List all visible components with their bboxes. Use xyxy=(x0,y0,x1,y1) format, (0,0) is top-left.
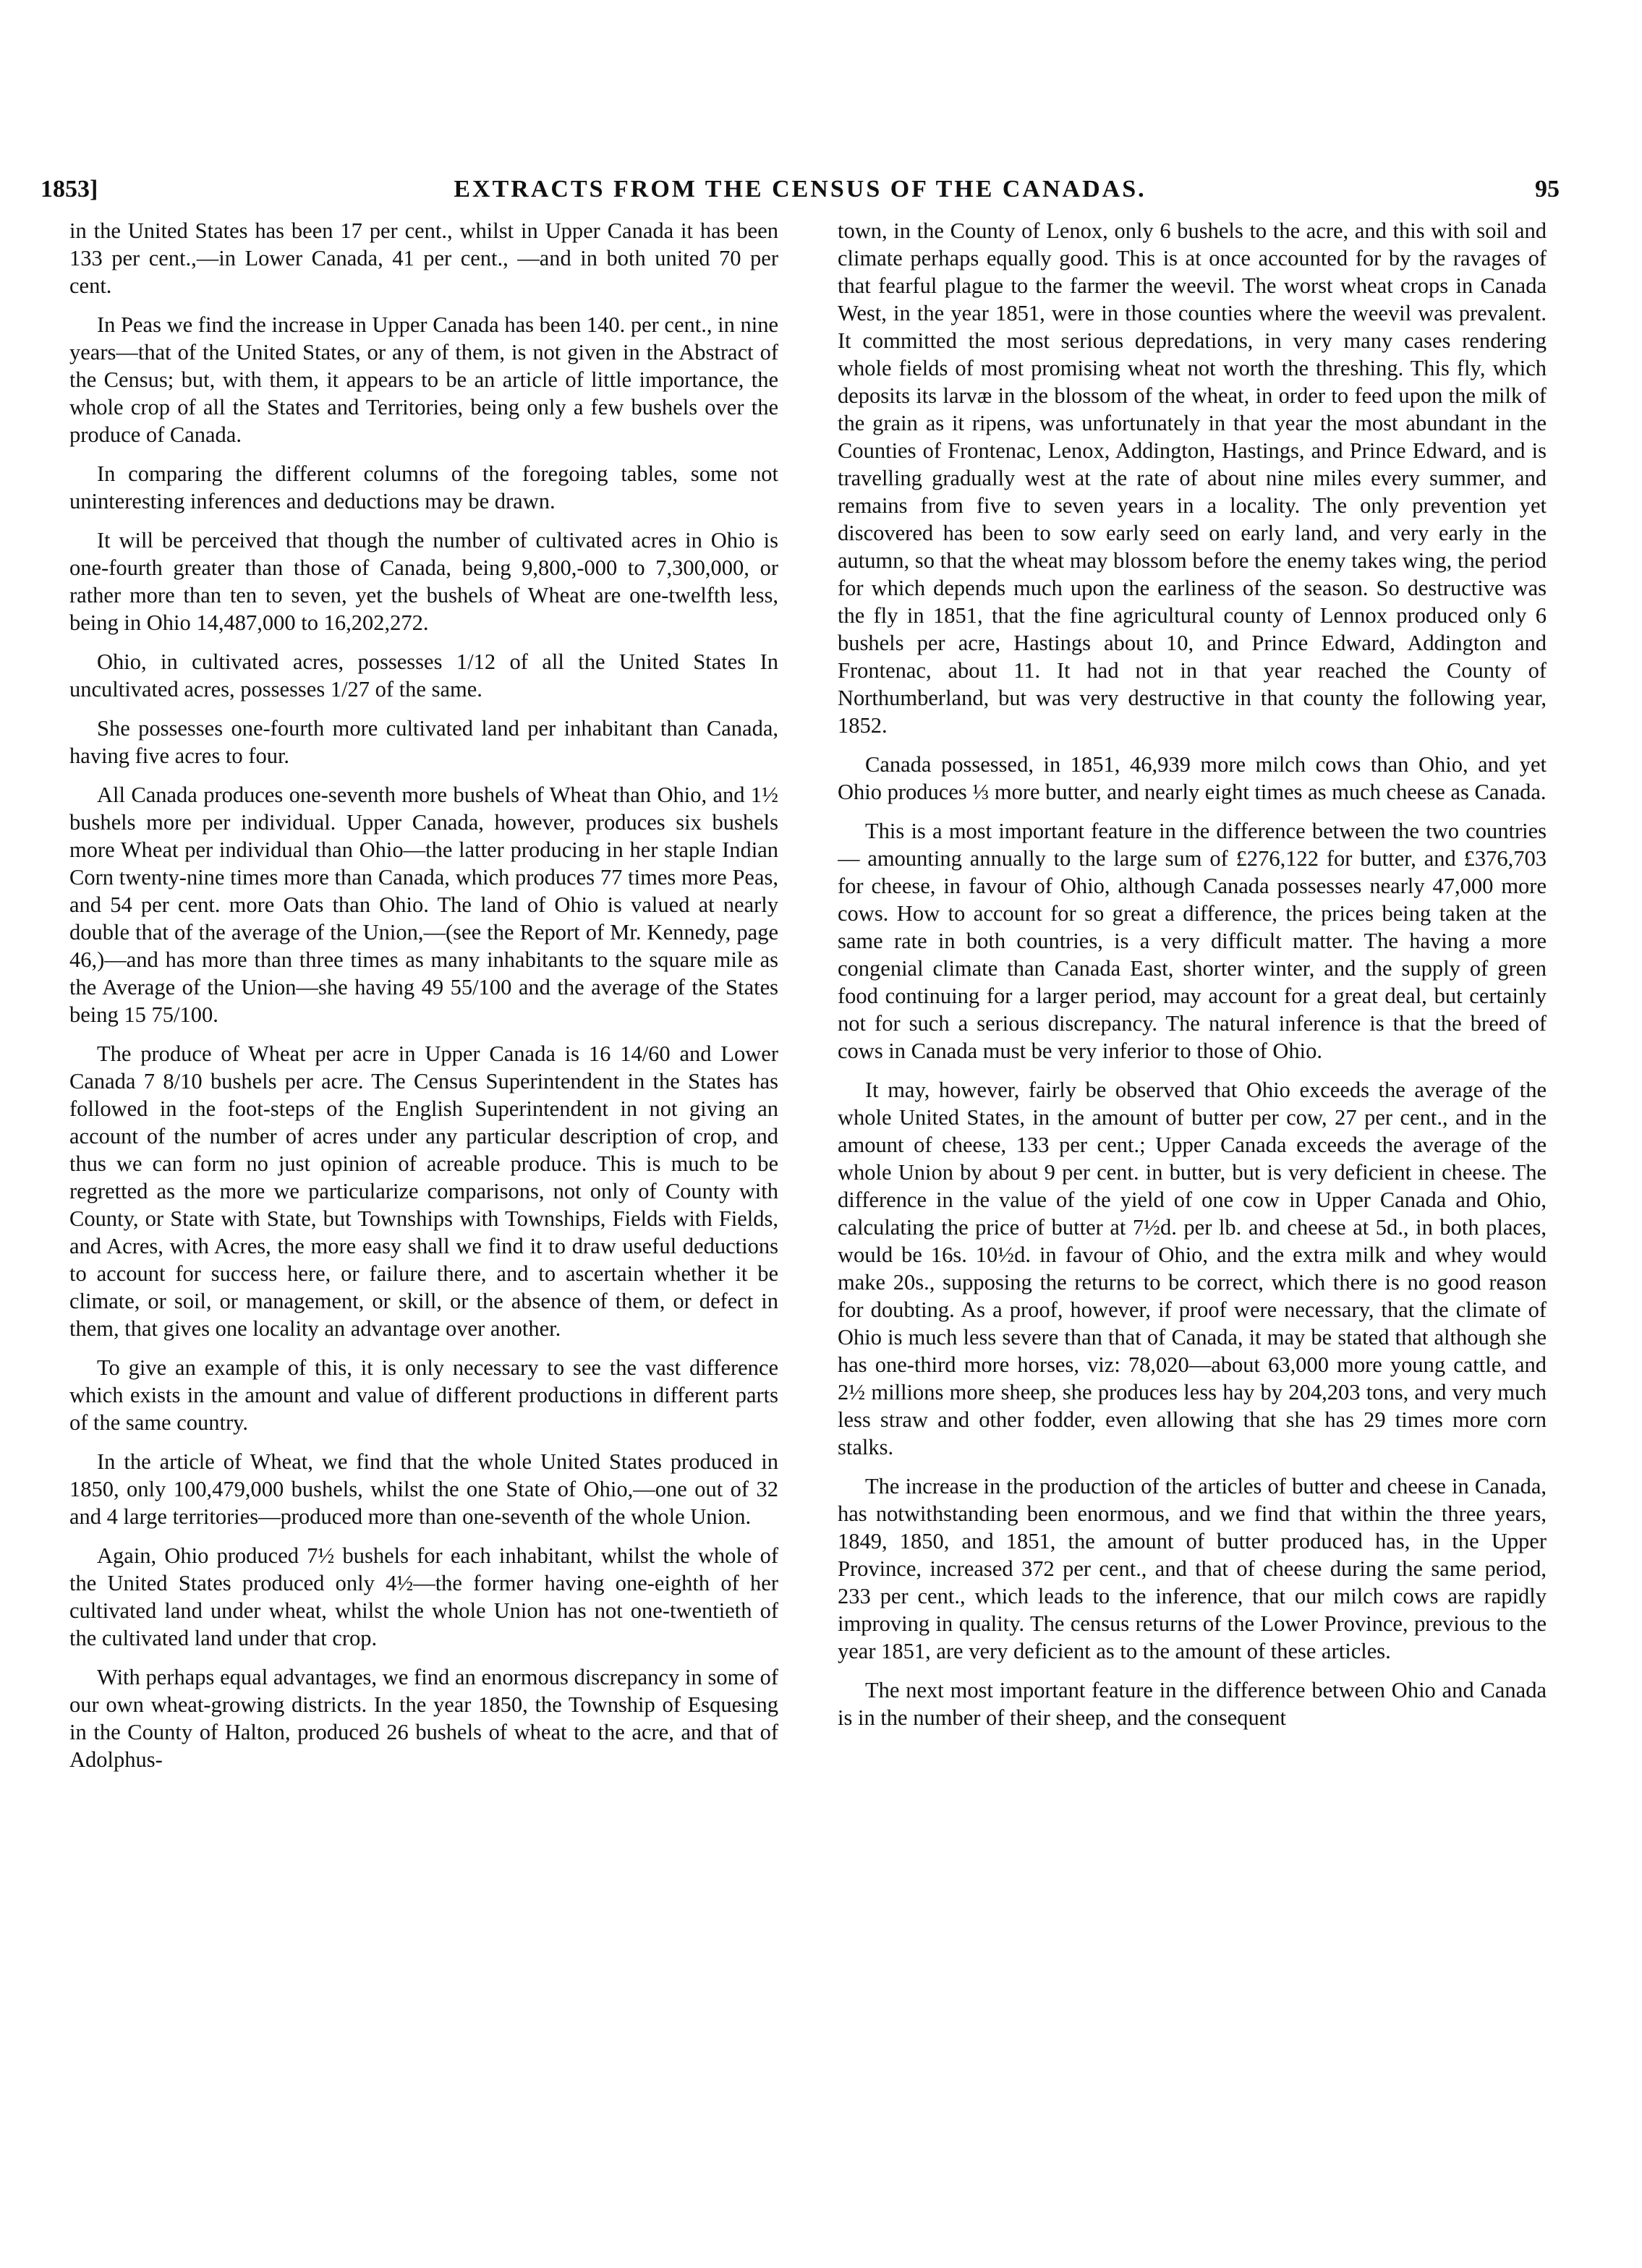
paragraph: Ohio, in cultivated acres, possesses 1/12 of all the United States In uncultivated acres, possesses 1/27 of the same. xyxy=(69,649,778,702)
paragraph: All Canada produces one-seventh more bushels of Wheat than Ohio, and 1½ bushels more per individual. Upper Canada, however, produces six bushels more Wheat per individual than Ohio—the latter producing in her staple Indian Corn twenty-nine times more than Canada, which produces 77 times more Peas, and 54 per cent. more Oats than Ohio. The land of Ohio is valued at nearly double that of the average of the Union,—(see the Report of Mr. Kennedy, page 46,)—and has more than three times as many inhabitants to the square mile as the Average of the Union—she having 49 55/100 and the average of the States being 15 75/100. xyxy=(69,783,778,1027)
page-number: 95 xyxy=(1535,176,1560,202)
running-header xyxy=(41,168,1560,211)
paragraph: This is a most important feature in the difference between the two countries — amounting annually to the large sum of £276,122 for butter, and £376,703 for cheese, in favour of Ohio, although Canada possesses nearly 47,000 more cows. How to account for so great a difference, the prices being taken at the same rate in both countries, is a very difficult matter. The having a more congenial climate than Canada East, shorter winter, and the supply of green food continuing for a larger period, may account for a great deal, but certainly not for such a serious discrepancy. The natural inference is that the breed of cows in Canada must be very inferior to those of Ohio. xyxy=(838,819,1547,1063)
paragraph: She possesses one-fourth more cultivated land per inhabitant than Canada, having five acres to four. xyxy=(69,716,778,768)
paragraph: In the article of Wheat, we find that the whole United States produced in 1850, only 100,479,000 bushels, whilst the one State of Ohio,—one out of 32 and 4 large territories—produced more than one-seventh of the whole Union. xyxy=(69,1449,778,1529)
paragraph: To give an example of this, it is only necessary to see the vast difference which exists in the amount and value of different productions in different parts of the same country. xyxy=(69,1355,778,1435)
paragraph: In Peas we find the increase in Upper Canada has been 140. per cent., in nine years—that of the United States, or any of them, is not given in the Abstract of the Census; but, with them, it appears to be an article of little importance, the whole crop of all the States and Territories, being only a few bushels over the produce of Canada. xyxy=(69,312,778,447)
paragraph: town, in the County of Lenox, only 6 bushels to the acre, and this with soil and climate perhaps equally good. This is at once accounted for by the ravages of that fearful plague to the farmer the weevil. The worst wheat crops in Canada West, in the year 1851, were in those counties where the weevil was prevalent. It committed the most serious depredations, in very many cases rendering whole fields of most promising wheat not worth the threshing. This fly, which deposits its larvæ in the blossom of the wheat, in order to feed upon the milk of the grain as it ripens, was unfortunately in that year the most abundant in the Counties of Frontenac, Lenox, Addington, Hastings, and Prince Edward, and is travelling gradually west at the rate of about nine miles every summer, and remains from five to seven years in a locality. The only prevention yet discovered has been to sow early seed on early land, and very early in the autumn, so that the wheat may blossom before the enemy takes wing, the period for which depends much upon the earliness of the season. So destructive was the fly in 1851, that the fine agricultural county of Lennox produced only 6 bushels per acre, Hastings about 10, and Prince Edward, Addington and Frontenac, about 11. It had not in that year reached the County of Northumberland, but was very destructive in that county the following year, 1852. xyxy=(838,218,1547,738)
paragraph: Canada possessed, in 1851, 46,939 more milch cows than Ohio, and yet Ohio produces ⅓ more butter, and nearly eight times as much cheese as Canada. xyxy=(838,752,1547,804)
paragraph: Again, Ohio produced 7½ bushels for each inhabitant, whilst the whole of the United States produced only 4½—the former having one-eighth of her cultivated land under wheat, whilst the whole Union has not one-twentieth of the cultivated land under that crop. xyxy=(69,1543,778,1650)
paragraph: The increase in the production of the articles of butter and cheese in Canada, has notwithstanding been enormous, and we find that within the three years, 1849, 1850, and 1851, the amount of butter produced has, in the Upper Province, increased 372 per cent., and that of cheese during the same period, 233 per cent., which leads to the inference, that our milch cows are rapidly improving in quality. The census returns of the Lower Province, previous to the year 1851, are very deficient as to the amount of these articles. xyxy=(838,1474,1547,1663)
paragraph: In comparing the different columns of the foregoing tables, some not uninteresting inferences and deductions may be drawn. xyxy=(69,461,778,513)
paragraph: With perhaps equal advantages, we find an enormous discrepancy in some of our own wheat-growing districts. In the year 1850, the Township of Esquesing in the County of Halton, produced 26 bushels of wheat to the acre, and that of Adolphus- xyxy=(69,1665,778,1772)
paragraph: It will be perceived that though the number of cultivated acres in Ohio is one-fourth greater than those of Canada, being 9,800,-000 to 7,300,000, or rather more than ten to seven, yet the bushels of Wheat are one-twelfth less, being in Ohio 14,487,000 to 16,202,272. xyxy=(69,528,778,635)
paragraph: It may, however, fairly be observed that Ohio exceeds the average of the whole United States, in the amount of butter per cow, 27 per cent., and in the amount of cheese, 133 per cent.; Upper Canada exceeds the average of the whole Union by about 9 per cent. in butter, but is very deficient in cheese. The difference in the value of the yield of one cow in Upper Canada and Ohio, calculating the price of butter at 7½d. per lb. and cheese at 5d., in both places, would be 16s. 10½d. in favour of Ohio, and the extra milk and whey would make 20s., supposing the returns to be correct, which there is no good reason for doubting. As a proof, however, if proof were necessary, that the climate of Ohio is much less severe than that of Canada, it may be stated that although she has one-third more horses, viz: 78,020—about 63,000 more young cattle, and 2½ millions more sheep, she produces less hay by 204,203 tons, and very much less straw and other fodder, even allowing that she has 29 times more corn stalks. xyxy=(838,1078,1547,1459)
right-column xyxy=(838,217,1547,2242)
paragraph: The next most important feature in the difference between Ohio and Canada is in the number of their sheep, and the consequent xyxy=(838,1678,1547,1730)
paragraph: in the United States has been 17 per cent., whilst in Upper Canada it has been 133 per cent.,—in Lower Canada, 41 per cent., —and in both united 70 per cent. xyxy=(69,218,778,298)
paragraph: The produce of Wheat per acre in Upper Canada is 16 14/60 and Lower Canada 7 8/10 bushels per acre. The Census Superintendent in the States has followed in the foot-steps of the English Superintendent in not giving an account of the number of acres under any particular description of crop, and thus we can form no just opinion of acreable produce. This is much to be regretted as the more we particularize comparisons, not only of County with County, or State with State, but Townships with Townships, Fields with Fields, and Acres, with Acres, the more easy shall we find it to draw useful deductions to account for success here, or failure there, and to ascertain whether it be climate, or soil, or management, or skill, or the absence of them, or defect in them, that gives one locality an advantage over another. xyxy=(69,1041,778,1341)
header-year: 1853] xyxy=(41,176,98,202)
left-column xyxy=(69,217,778,2242)
header-title: EXTRACTS FROM THE CENSUS OF THE CANADAS. xyxy=(454,176,1147,202)
